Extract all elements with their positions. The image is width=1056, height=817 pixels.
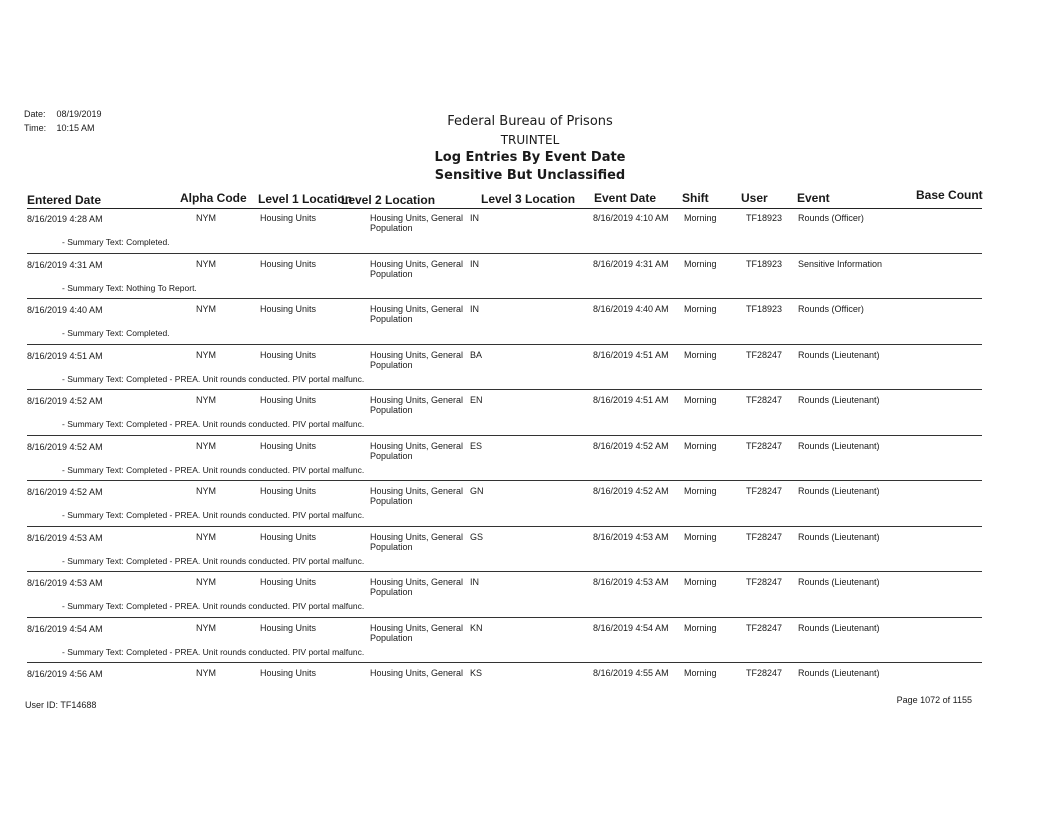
summary-text: - Summary Text: Completed. xyxy=(62,237,170,247)
cell-alpha-code: NYM xyxy=(196,395,216,405)
summary-text: - Summary Text: Completed - PREA. Unit rounds conducted. PIV portal malfunc. xyxy=(62,510,365,520)
table-row xyxy=(27,389,982,435)
cell-alpha-code: NYM xyxy=(196,486,216,496)
cell-event: Rounds (Lieutenant) xyxy=(798,622,880,633)
page-number: Page 1072 of 1155 xyxy=(896,695,972,705)
table-row xyxy=(27,571,982,617)
cell-level3-location: GN xyxy=(470,486,484,496)
cell-alpha-code: NYM xyxy=(196,213,216,223)
time-label: Time: xyxy=(24,123,47,133)
table-row xyxy=(27,253,982,299)
cell-alpha-code: NYM xyxy=(196,349,216,360)
header-user: User xyxy=(741,191,768,205)
cell-event: Rounds (Lieutenant) xyxy=(798,349,880,360)
cell-event: Rounds (Lieutenant) xyxy=(798,440,880,451)
log-entries xyxy=(27,208,982,685)
cell-level3-location: IN xyxy=(470,304,479,314)
cell-user: TF28247 xyxy=(746,486,783,496)
cell-event: Rounds (Lieutenant) xyxy=(798,531,880,542)
cell-user: TF28247 xyxy=(746,668,783,678)
cell-event-date: 8/16/2019 4:40 AM xyxy=(593,304,669,314)
table-header xyxy=(27,188,982,209)
cell-event-date: 8/16/2019 4:54 AM xyxy=(593,622,669,633)
system-name: TRUINTEL xyxy=(500,133,560,147)
cell-level3-location: GS xyxy=(470,531,484,542)
report-name: Log Entries By Event Date xyxy=(434,150,626,165)
cell-shift: Morning xyxy=(684,577,717,587)
cell-shift: Morning xyxy=(684,668,717,678)
footer-user xyxy=(25,700,96,710)
cell-shift: Morning xyxy=(684,213,717,223)
cell-level2-location: Housing Units, General Population xyxy=(370,304,464,324)
cell-event: Rounds (Lieutenant) xyxy=(798,577,880,587)
cell-user: TF28247 xyxy=(746,395,783,405)
header-level3: Level 3 Location xyxy=(481,192,576,206)
cell-event-date: 8/16/2019 4:10 AM xyxy=(593,213,669,223)
cell-level1-location: Housing Units xyxy=(260,577,317,587)
cell-entered-date: 8/16/2019 4:54 AM xyxy=(27,623,103,634)
cell-user: TF28247 xyxy=(746,440,783,451)
cell-level2-location: Housing Units, General Population xyxy=(370,440,464,461)
report-date xyxy=(24,109,102,119)
cell-event: Rounds (Lieutenant) xyxy=(798,668,880,678)
cell-level2-location: Housing Units, General Population xyxy=(370,349,464,370)
cell-level1-location: Housing Units xyxy=(260,531,317,542)
cell-level1-location: Housing Units xyxy=(260,440,317,451)
header-level1: Level 1 Location xyxy=(258,192,353,206)
date-label: Date: xyxy=(24,109,46,119)
cell-event: Rounds (Lieutenant) xyxy=(798,395,880,405)
table-row xyxy=(27,208,982,253)
header-alpha-code: Alpha Code xyxy=(180,191,247,205)
cell-entered-date: 8/16/2019 4:28 AM xyxy=(27,214,103,224)
cell-shift: Morning xyxy=(684,395,717,405)
cell-level3-location: BA xyxy=(470,349,483,360)
cell-entered-date: 8/16/2019 4:31 AM xyxy=(27,259,103,270)
cell-level3-location: KN xyxy=(470,622,483,633)
table-row xyxy=(27,435,982,481)
cell-level2-location: Housing Units, General Population xyxy=(370,486,464,506)
table-row xyxy=(27,344,982,390)
header-base-count: Base Count xyxy=(916,188,983,202)
cell-event-date: 8/16/2019 4:51 AM xyxy=(593,395,669,405)
cell-level2-location: Housing Units, General Population xyxy=(370,213,464,233)
cell-shift: Morning xyxy=(684,440,717,451)
header-shift: Shift xyxy=(682,191,709,205)
cell-user: TF28247 xyxy=(746,577,783,587)
footer-user-value: TF14688 xyxy=(60,700,97,710)
cell-entered-date: 8/16/2019 4:53 AM xyxy=(27,578,103,588)
cell-entered-date: 8/16/2019 4:51 AM xyxy=(27,350,103,361)
org-name: Federal Bureau of Prisons xyxy=(447,114,613,129)
cell-entered-date: 8/16/2019 4:52 AM xyxy=(27,396,103,406)
cell-level1-location: Housing Units xyxy=(260,258,317,269)
table-row xyxy=(27,298,982,344)
cell-level3-location: KS xyxy=(470,668,483,678)
cell-level2-location: Housing Units, General Population xyxy=(370,622,464,643)
summary-text: - Summary Text: Completed. xyxy=(62,328,170,338)
cell-level1-location: Housing Units xyxy=(260,622,317,633)
cell-level3-location: IN xyxy=(470,213,479,223)
summary-text: - Summary Text: Completed - PREA. Unit rounds conducted. PIV portal malfunc. xyxy=(62,373,365,384)
cell-user: TF18923 xyxy=(746,258,783,269)
footer-user-label: User ID: xyxy=(25,700,59,710)
cell-level1-location: Housing Units xyxy=(260,668,317,678)
cell-alpha-code: NYM xyxy=(196,258,216,269)
cell-event-date: 8/16/2019 4:52 AM xyxy=(593,486,669,496)
summary-text: - Summary Text: Completed - PREA. Unit rounds conducted. PIV portal malfunc. xyxy=(62,646,365,657)
cell-event: Rounds (Officer) xyxy=(798,304,864,314)
summary-text: - Summary Text: Nothing To Report. xyxy=(62,282,197,293)
header-event: Event xyxy=(797,191,830,205)
cell-entered-date: 8/16/2019 4:40 AM xyxy=(27,305,103,315)
cell-user: TF18923 xyxy=(746,213,783,223)
cell-event-date: 8/16/2019 4:53 AM xyxy=(593,531,669,542)
table-row xyxy=(27,617,982,663)
cell-level2-location: Housing Units, General xyxy=(370,668,464,678)
cell-user: TF28247 xyxy=(746,622,783,633)
cell-alpha-code: NYM xyxy=(196,531,216,542)
cell-event: Sensitive Information xyxy=(798,258,883,269)
cell-shift: Morning xyxy=(684,486,717,496)
summary-text: - Summary Text: Completed - PREA. Unit rounds conducted. PIV portal malfunc. xyxy=(62,555,365,566)
cell-level2-location: Housing Units, General Population xyxy=(370,577,464,597)
cell-shift: Morning xyxy=(684,258,717,269)
cell-level1-location: Housing Units xyxy=(260,349,317,360)
cell-user: TF28247 xyxy=(746,531,783,542)
cell-level1-location: Housing Units xyxy=(260,213,317,223)
classification: Sensitive But Unclassified xyxy=(434,168,626,183)
cell-level2-location: Housing Units, General Population xyxy=(370,531,464,552)
time-value: 10:15 AM xyxy=(56,123,95,133)
table-row xyxy=(27,662,982,685)
summary-text: - Summary Text: Completed - PREA. Unit rounds conducted. PIV portal malfunc. xyxy=(62,419,365,429)
header-level2: Level 2 Location xyxy=(341,193,436,207)
report-title-block xyxy=(360,113,700,185)
cell-level3-location: ES xyxy=(470,440,483,451)
cell-user: TF18923 xyxy=(746,304,783,314)
cell-level2-location: Housing Units, General Population xyxy=(370,258,464,279)
cell-alpha-code: NYM xyxy=(196,622,216,633)
cell-event-date: 8/16/2019 4:53 AM xyxy=(593,577,669,587)
table-row xyxy=(27,526,982,572)
cell-entered-date: 8/16/2019 4:53 AM xyxy=(27,532,103,543)
cell-shift: Morning xyxy=(684,304,717,314)
cell-shift: Morning xyxy=(684,349,717,360)
cell-alpha-code: NYM xyxy=(196,304,216,314)
cell-alpha-code: NYM xyxy=(196,440,216,451)
cell-level3-location: IN xyxy=(470,258,479,269)
summary-text: - Summary Text: Completed - PREA. Unit rounds conducted. PIV portal malfunc. xyxy=(62,464,365,475)
cell-event-date: 8/16/2019 4:52 AM xyxy=(593,440,669,451)
cell-entered-date: 8/16/2019 4:56 AM xyxy=(27,669,103,679)
cell-event: Rounds (Lieutenant) xyxy=(798,486,880,496)
header-event-date: Event Date xyxy=(594,191,657,205)
table-row xyxy=(27,480,982,526)
cell-level1-location: Housing Units xyxy=(260,486,317,496)
cell-event-date: 8/16/2019 4:51 AM xyxy=(593,349,669,360)
summary-text: - Summary Text: Completed - PREA. Unit rounds conducted. PIV portal malfunc. xyxy=(62,601,365,611)
cell-level2-location: Housing Units, General Population xyxy=(370,395,464,415)
cell-level3-location: IN xyxy=(470,577,479,587)
cell-event: Rounds (Officer) xyxy=(798,213,864,223)
report-time xyxy=(24,123,95,133)
cell-entered-date: 8/16/2019 4:52 AM xyxy=(27,487,103,497)
header-entered-date: Entered Date xyxy=(27,193,102,207)
cell-alpha-code: NYM xyxy=(196,577,216,587)
cell-event-date: 8/16/2019 4:31 AM xyxy=(593,258,669,269)
cell-level1-location: Housing Units xyxy=(260,395,317,405)
cell-shift: Morning xyxy=(684,622,717,633)
cell-level3-location: EN xyxy=(470,395,483,405)
cell-alpha-code: NYM xyxy=(196,668,216,678)
cell-entered-date: 8/16/2019 4:52 AM xyxy=(27,441,103,452)
cell-event-date: 8/16/2019 4:55 AM xyxy=(593,668,669,678)
cell-shift: Morning xyxy=(684,531,717,542)
date-value: 08/19/2019 xyxy=(56,109,102,119)
cell-user: TF28247 xyxy=(746,349,783,360)
cell-level1-location: Housing Units xyxy=(260,304,317,314)
